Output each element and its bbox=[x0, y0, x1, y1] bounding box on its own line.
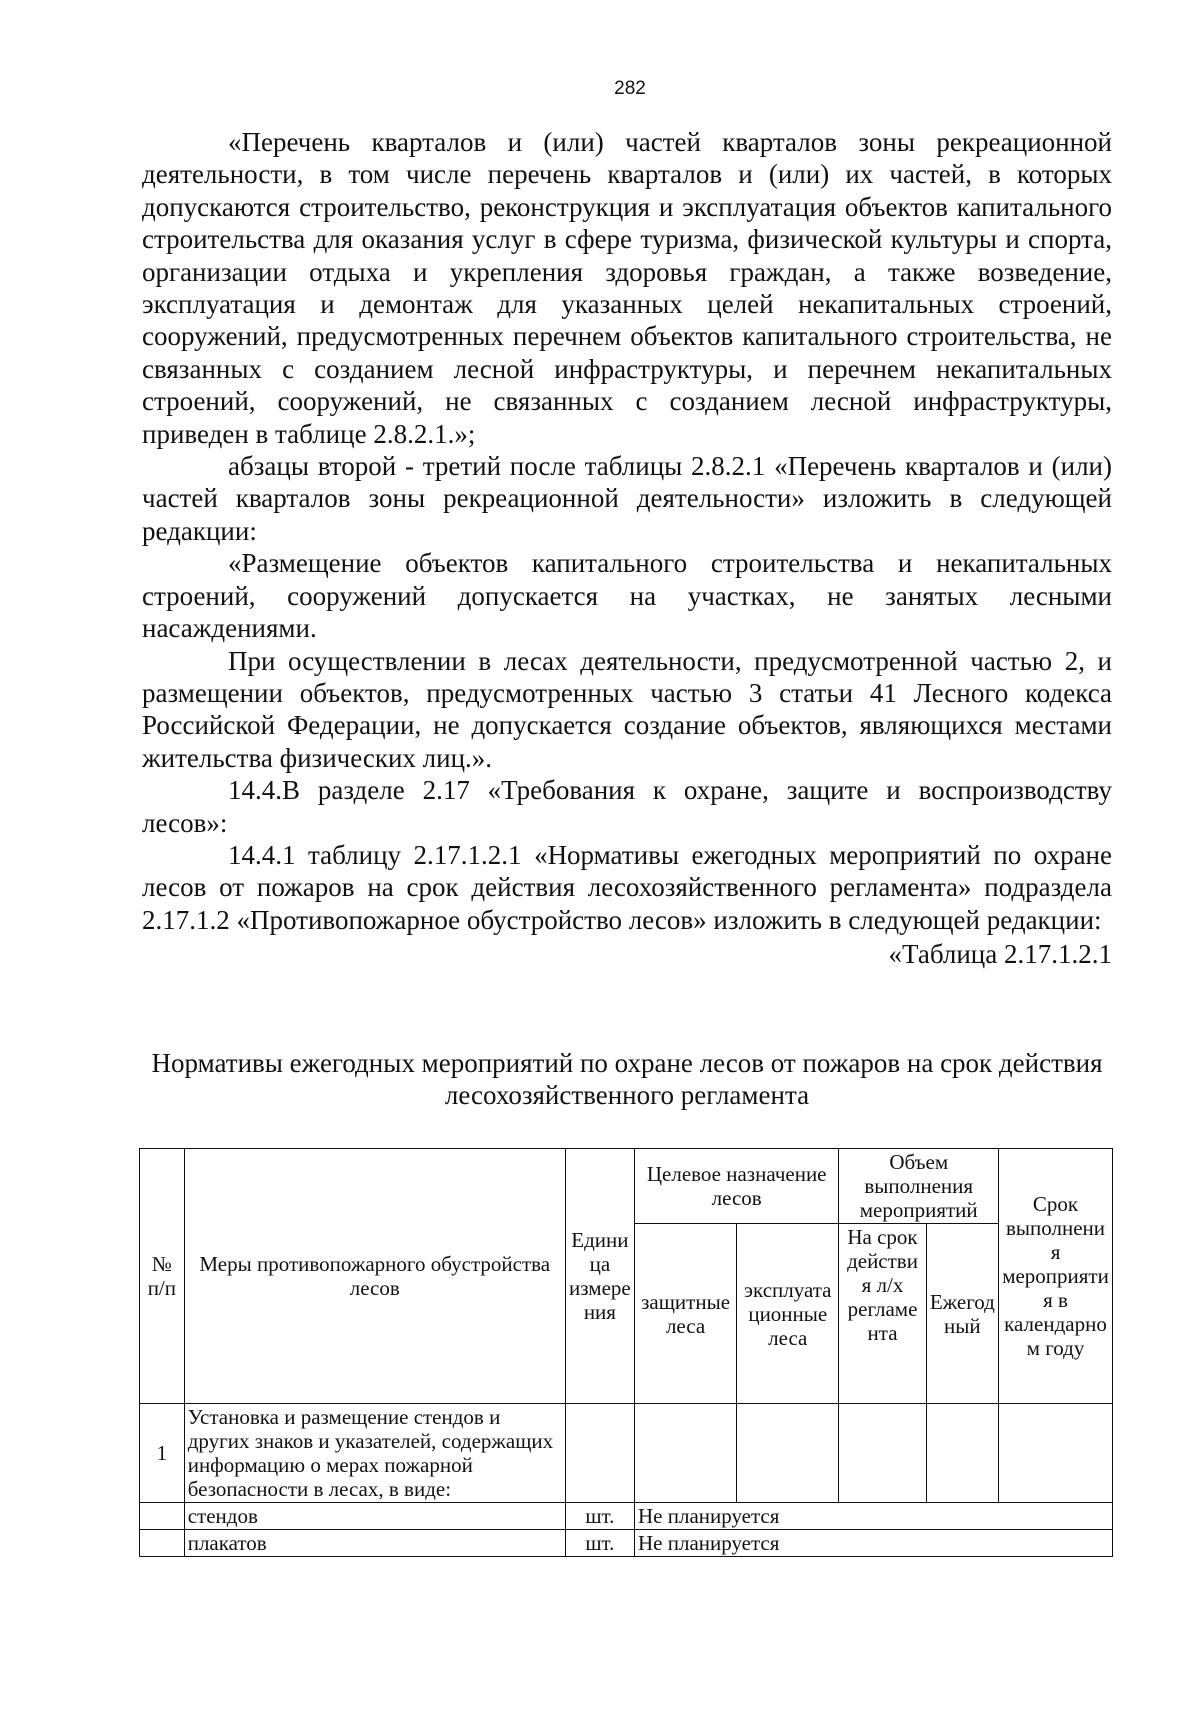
row-unit: шт. bbox=[565, 1530, 634, 1557]
header-measures: Меры противопожарного обустройства лесов bbox=[184, 1149, 565, 1404]
table-title: Нормативы ежегодных мероприятий по охране лесов от пожаров на срок действия лесохозяйственного регламента bbox=[151, 1048, 1103, 1111]
row-measure: плакатов bbox=[184, 1530, 565, 1557]
table-reference: «Таблица 2.17.1.2.1 bbox=[888, 939, 1112, 970]
row-measure: стендов bbox=[184, 1503, 565, 1530]
row-value: Не планируется bbox=[634, 1530, 1112, 1557]
header-operational: эксплуатационные леса bbox=[737, 1224, 839, 1404]
row-unit bbox=[565, 1404, 634, 1503]
table-row bbox=[140, 1503, 1113, 1530]
header-deadline: Срок выполнения мероприятия в календарном году bbox=[999, 1149, 1113, 1404]
row-num bbox=[140, 1503, 185, 1530]
row-unit: шт. bbox=[565, 1503, 634, 1530]
header-annual: Ежегодный bbox=[926, 1224, 998, 1404]
paragraph: При осуществлении в лесах деятельности, предусмотренной частью 2, и размещении объектов, предусмотренных частью 3 статьи 41 Лесного кодекса Российской Федерации, не допускается создание объектов, являющихся местами жительства физических лиц.». bbox=[142, 645, 1112, 773]
header-purpose: Целевое назначение лесов bbox=[634, 1149, 838, 1224]
table-row bbox=[140, 1530, 1113, 1557]
body-text bbox=[142, 126, 1112, 971]
header-for-term: На срок действия л/х регламента bbox=[839, 1224, 926, 1404]
paragraph: 14.4.1 таблицу 2.17.1.2.1 «Нормативы ежегодных мероприятий по охране лесов от пожаров на срок действия лесохозяйственного регламента» подраздела 2.17.1.2 «Противопожарное обустройство лесов» изложить в следующей редакции: bbox=[142, 839, 1112, 935]
paragraph: 14.4.В разделе 2.17 «Требования к охране, защите и воспроизводству лесов»: bbox=[142, 775, 1112, 838]
row-num: 1 bbox=[140, 1404, 185, 1503]
row-measure: Установка и размещение стендов и других знаков и указателей, содержащих информацию о мерах пожарной безопасности в лесах, в виде: bbox=[184, 1404, 565, 1503]
page-number: 282 bbox=[614, 78, 646, 99]
paragraph: «Размещение объектов капитального строительства и некапитальных строений, сооружений допускается на участках, не занятых лесными насаждениями. bbox=[142, 548, 1112, 644]
paragraph: «Перечень кварталов и (или) частей кварталов зоны рекреационной деятельности, в том числе перечень кварталов и (или) их частей, в которых допускаются строительство, реконструкция и эксплуатация объектов капитального строительства для оказания услуг в сфере туризма, физической культуры и спорта, организации отдыха и укрепления здоровья граждан, а также возведение, эксплуатация и демонтаж для указанных целей некапитальных строений, сооружений, предусмотренных перечнем объектов капитального строительства, не связанных с созданием лесной инфраструктуры, и перечнем некапитальных строений, сооружений, не связанных с созданием лесной инфраструктуры, приведен в таблице 2.8.2.1.»; bbox=[142, 127, 1112, 449]
fire-protection-table bbox=[139, 1148, 1113, 1557]
table-row bbox=[140, 1404, 1113, 1503]
header-protective: защитные леса bbox=[634, 1224, 736, 1404]
table-header-row bbox=[140, 1149, 1113, 1224]
row-num bbox=[140, 1530, 185, 1557]
paragraph: абзацы второй - третий после таблицы 2.8.2.1 «Перечень кварталов и (или) частей кварталов зоны рекреационной деятельности» изложить в следующей редакции: bbox=[142, 451, 1112, 546]
header-num: № п/п bbox=[140, 1149, 185, 1404]
row-value: Не планируется bbox=[634, 1503, 1112, 1530]
header-volume: Объем выполнения мероприятий bbox=[839, 1149, 999, 1224]
header-unit: Единица измерения bbox=[565, 1149, 634, 1404]
